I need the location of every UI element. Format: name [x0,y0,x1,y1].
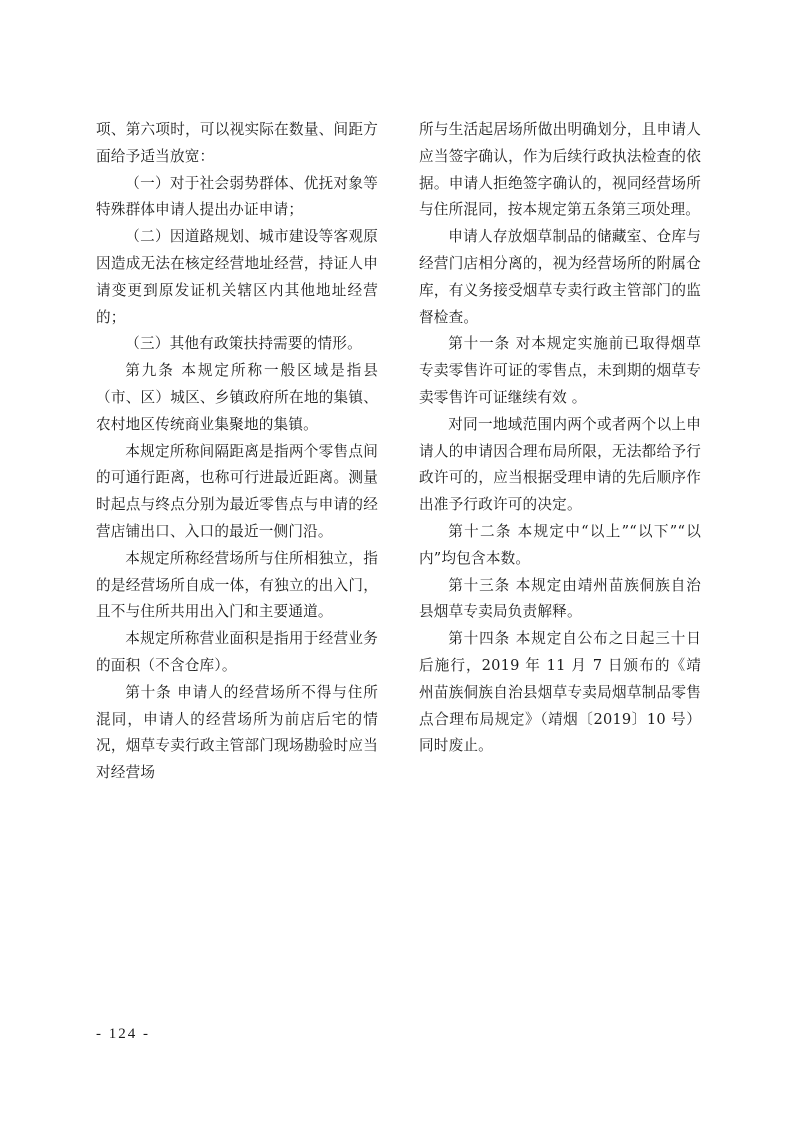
paragraph-item-two: （二）因道路规划、城市建设等客观原因造成无法在核定经营地址经营，持证人申请变更到原发证机关辖区内其他地址经营的； [96,228,378,326]
paragraph-article-fourteen: 第十四条 本规定自公布之日起三十日后施行，2019 年 11 月 7 日颁布的《靖州苗族侗族自治县烟草专卖局烟草制品零售点合理布局规定》（靖烟〔2019〕10 号）同时废止。 [419,630,701,755]
paragraph-item-one: （一）对于社会弱势群体、优抚对象等特殊群体申请人提出办证申请； [96,174,378,219]
paragraph-article-nine: 第九条 本规定所称一般区域是指县（市、区）城区、乡镇政府所在地的集镇、农村地区传统商业集聚地的集镇。 [96,362,378,433]
paragraph-storage-warehouse: 申请人存放烟草制品的储藏室、仓库与经营门店相分离的，视为经营场所的附属仓库，有义务接受烟草专卖行政主管部门的监督检查。 [419,228,701,326]
paragraph-article-thirteen: 第十三条 本规定由靖州苗族侗族自治县烟草专卖局负责解释。 [419,576,701,621]
paragraph-article-eleven: 第十一条 对本规定实施前已取得烟草专卖零售许可证的零售点，未到期的烟草专卖零售许可证继续有效 。 [419,335,701,406]
paragraph-spacing-definition: 本规定所称间隔距离是指两个零售点间的可通行距离，也称可行进最近距离。测量时起点与终点分别为最近零售点与申请的经营店铺出口、入口的最近一侧门沿。 [96,442,378,540]
paragraph-article-ten: 第十条 申请人的经营场所不得与住所混同，申请人的经营场所为前店后宅的情况，烟草专卖行政主管部门现场勘验时应当对经营场 [96,683,378,782]
paragraph-article-ten-continued: 所与生活起居场所做出明确划分，且申请人应当签字确认，作为后续行政执法检查的依据。申请人拒绝签字确认的，视同经营场所与住所混同，按本规定第五条第三项处理。 [419,121,701,219]
paragraph-same-area-applications: 对同一地域范围内两个或者两个以上申请人的申请因合理布局所限，无法都给予行政许可的，应当根据受理申请的先后顺序作出准予行政许可的决定。 [419,415,701,514]
paragraph-continuation: 项、第六项时，可以视实际在数量、间距方面给予适当放宽： [96,121,378,165]
paragraph-article-twelve: 第十二条 本规定中“以上”“以下”“以内”均包含本数。 [419,522,701,567]
right-text-column [419,117,701,760]
paragraph-premises-independence: 本规定所称经营场所与住所相独立，指的是经营场所自成一体，有独立的出入门，且不与住所共用出入门和主要通道。 [96,549,378,621]
page-number: - 124 - [96,1026,150,1042]
paragraph-item-three: （三）其他有政策扶持需要的情形。 [125,335,362,353]
paragraph-business-area: 本规定所称营业面积是指用于经营业务的面积（不含仓库）。 [96,630,378,674]
left-text-column [96,117,378,787]
